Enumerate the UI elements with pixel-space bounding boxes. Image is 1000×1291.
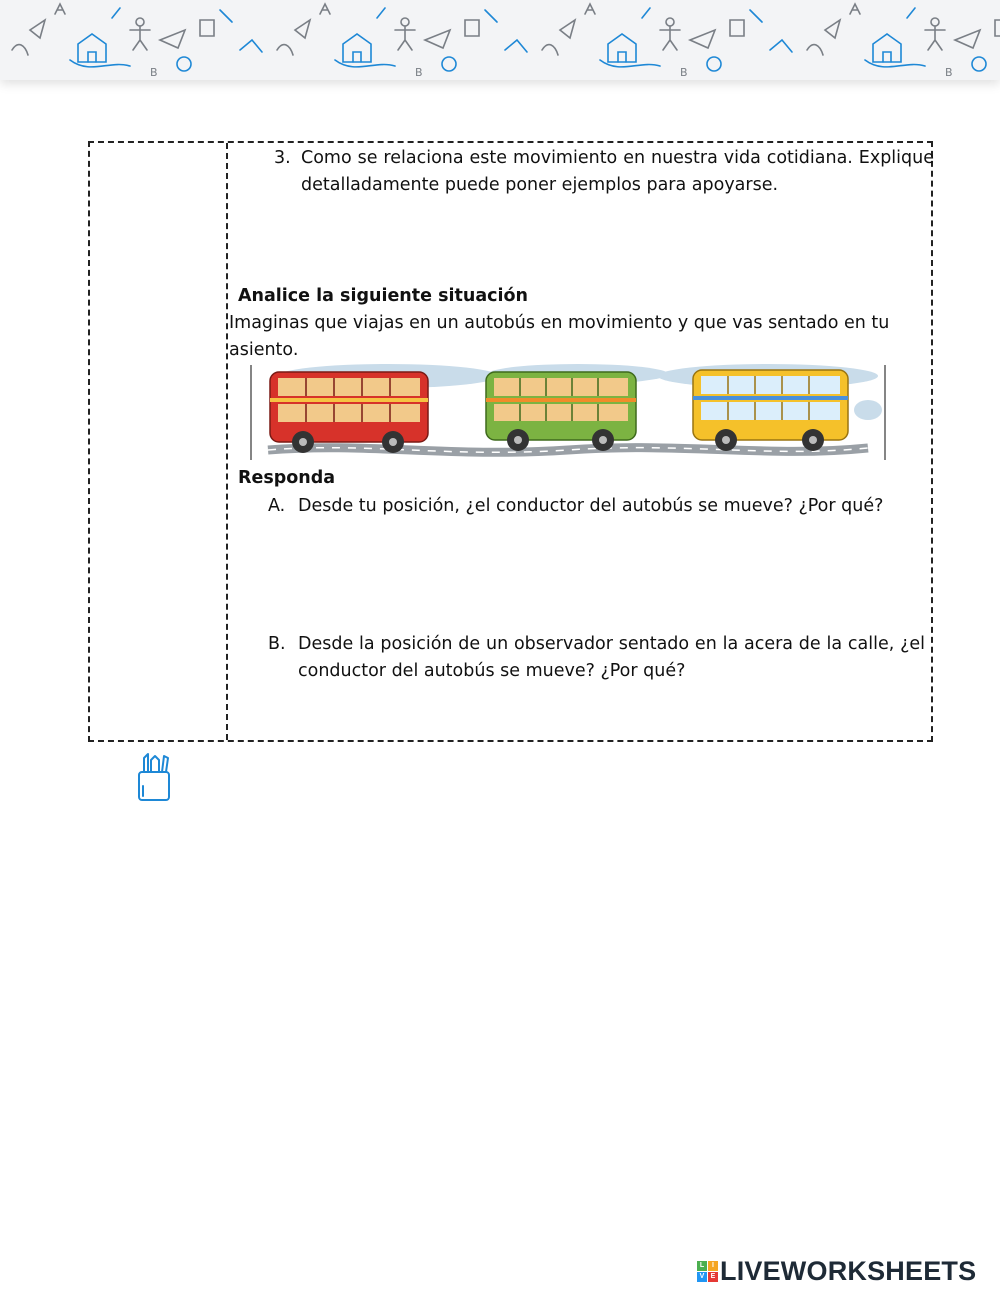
logo-square-l: L <box>697 1261 707 1271</box>
liveworksheets-logo <box>697 1256 976 1286</box>
worksheet-table <box>88 141 933 742</box>
logo-text: LIVEWORKSHEETS <box>720 1255 977 1286</box>
yellow-bus-icon <box>693 370 848 451</box>
red-bus-icon <box>270 372 428 453</box>
green-bus-icon <box>486 372 636 451</box>
question-a-letter: A. <box>268 496 286 516</box>
logo-square-i: I <box>708 1261 718 1271</box>
buses-illustration <box>248 362 888 464</box>
school-doodle-icon <box>0 0 1000 80</box>
responda-label: Responda <box>238 468 336 488</box>
question-a <box>268 493 925 520</box>
question-b-letter: B. <box>268 634 286 654</box>
situation-title: Analice la siguiente situación <box>238 286 528 306</box>
question-b-text: Desde la posición de un observador sentado en la acera de la calle, ¿el conductor del autobús se mueve? ¿Por qué? <box>298 634 925 681</box>
header-doodle-band <box>0 0 1000 80</box>
right-column-cell <box>228 143 934 740</box>
left-column-cell <box>90 143 228 740</box>
question-a-text: Desde tu posición, ¿el conductor del autobús se mueve? ¿Por qué? <box>298 496 884 516</box>
question-3 <box>274 145 934 199</box>
question-3-text: Como se relaciona este movimiento en nuestra vida cotidiana. Explique detalladamente puede poner ejemplos para apoyarse. <box>301 148 934 195</box>
logo-square-e: E <box>708 1272 718 1282</box>
svg-text:B: B <box>150 66 158 79</box>
question-b <box>268 631 925 685</box>
situation-text: Imaginas que viajas en un autobús en movimiento y que vas sentado en tu asiento. <box>229 313 890 360</box>
logo-squares-icon <box>697 1261 718 1282</box>
logo-square-v: V <box>697 1272 707 1282</box>
pencil-cup-icon <box>136 752 172 802</box>
question-3-number: 3. <box>274 148 291 168</box>
